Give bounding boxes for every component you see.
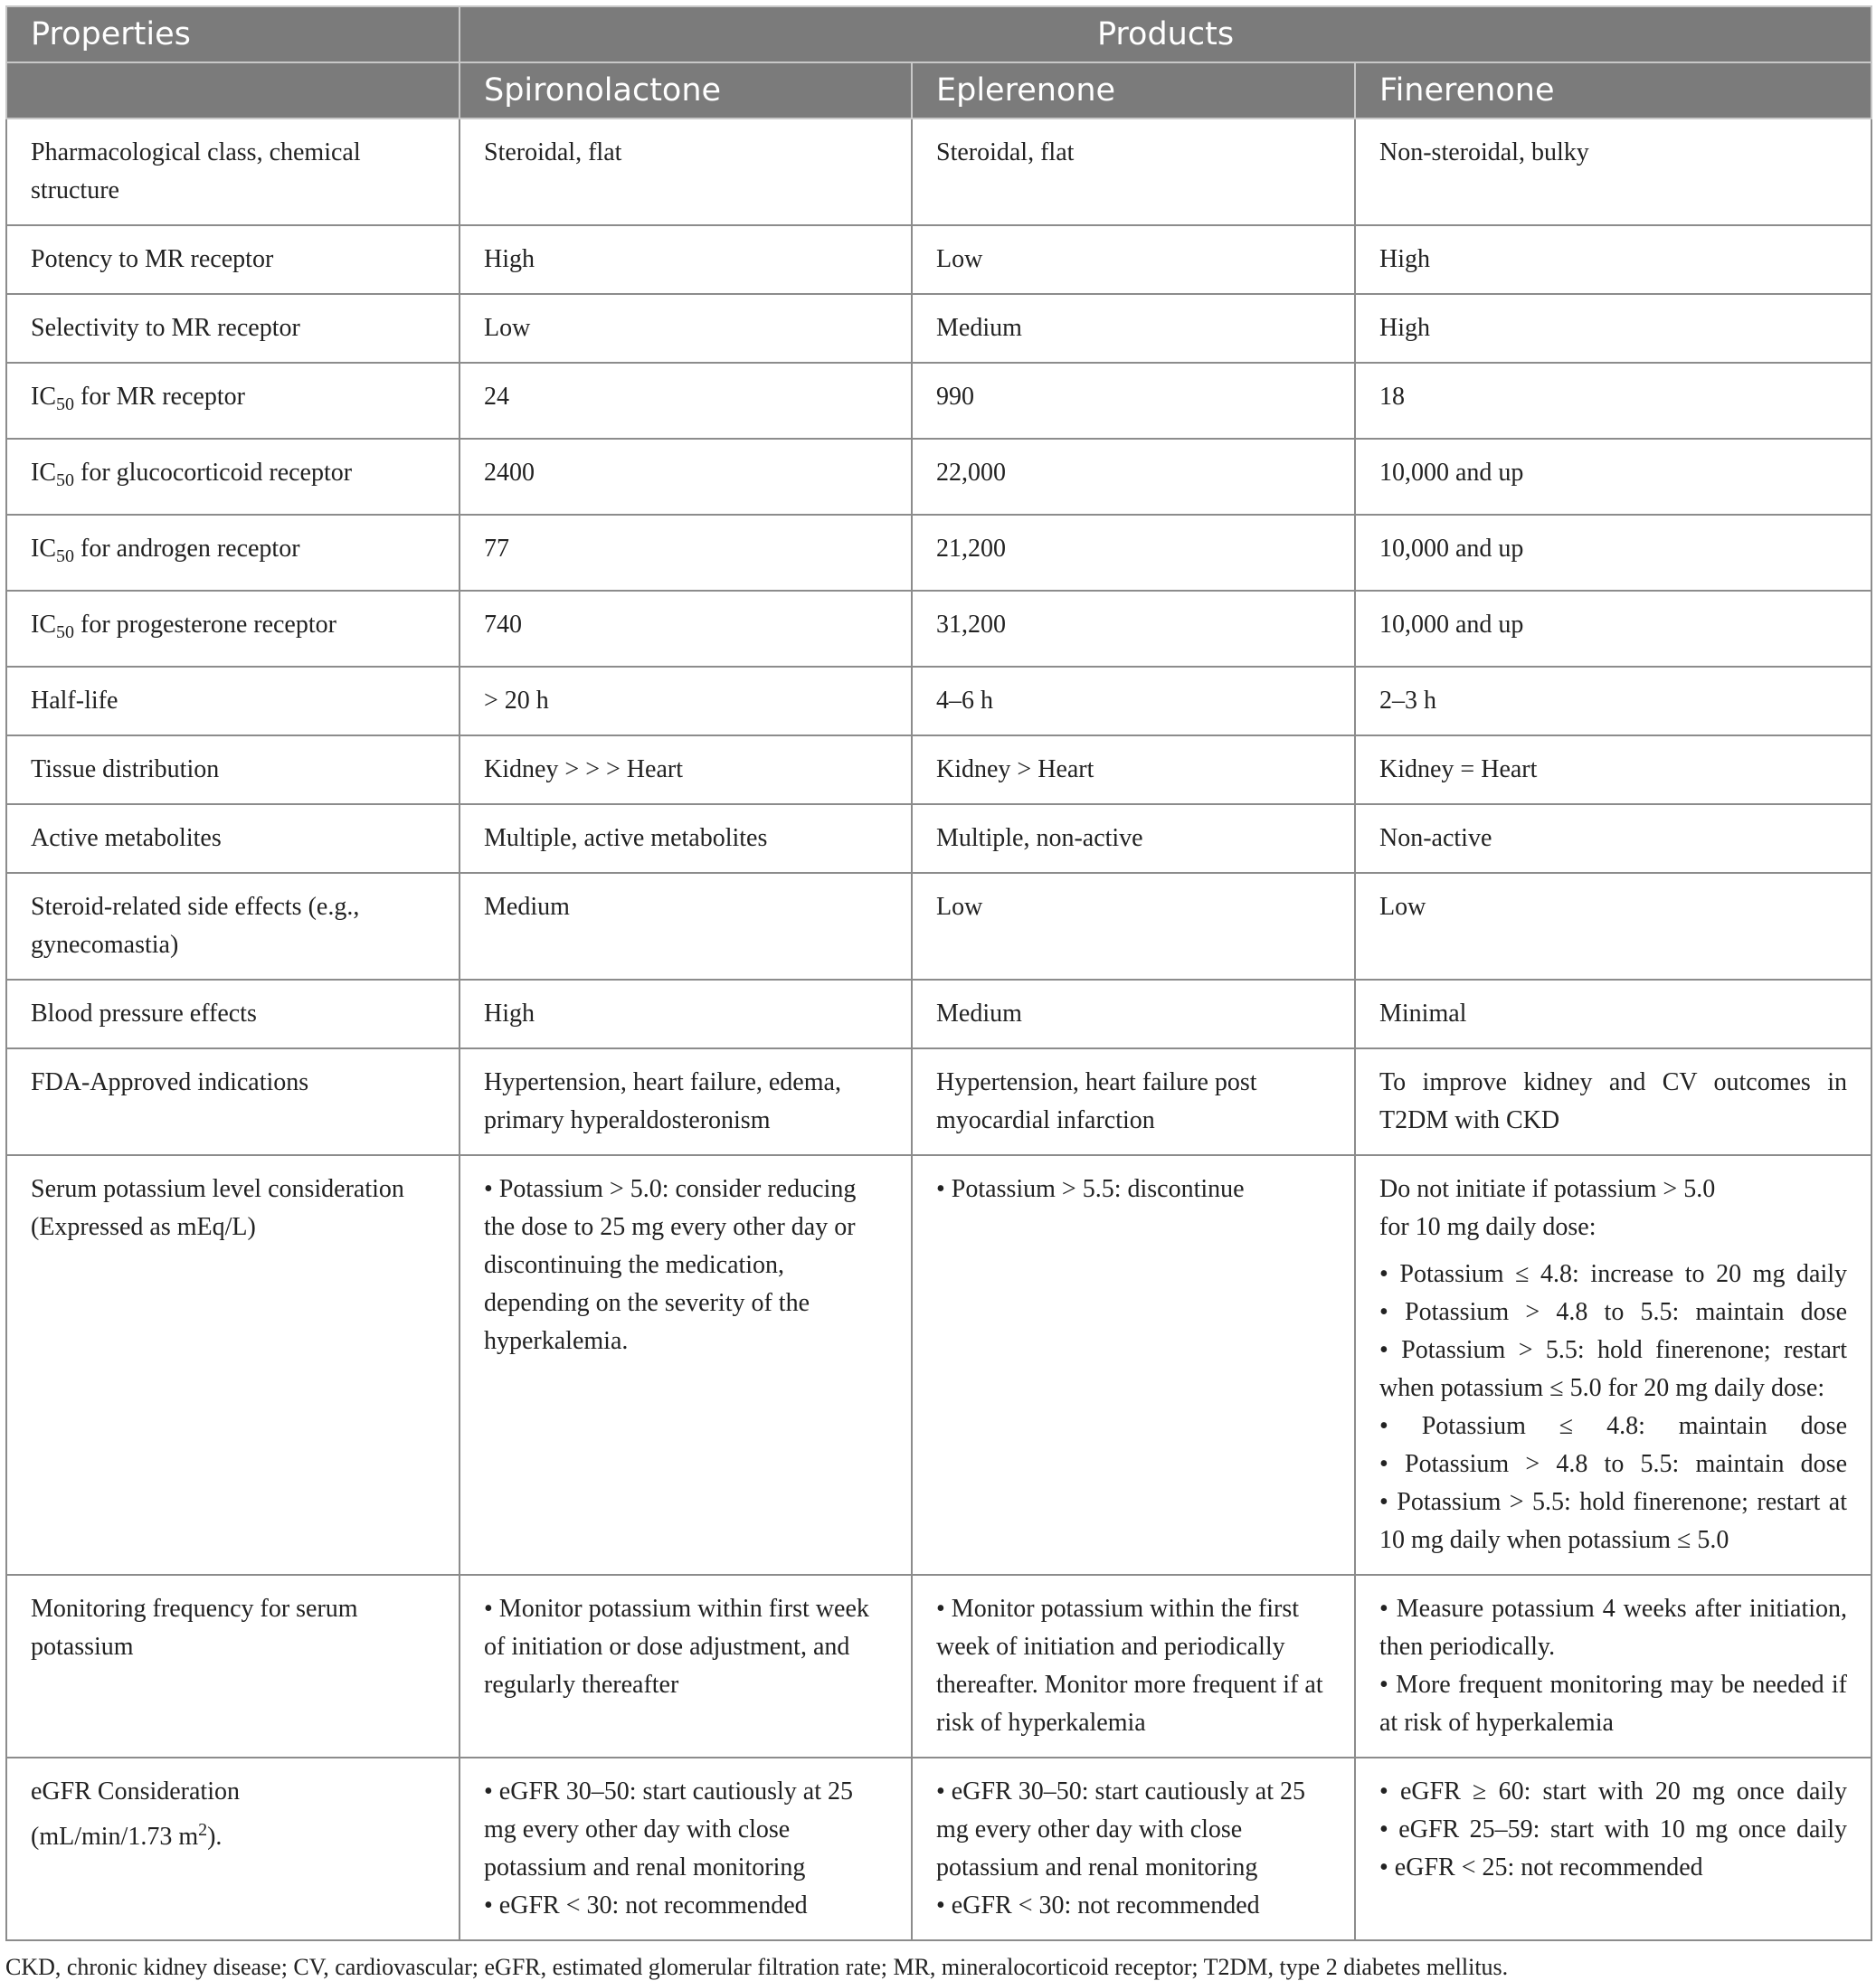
finerenone-cell: High xyxy=(1355,294,1871,363)
property-cell: Active metabolites xyxy=(6,804,460,873)
table-container xyxy=(5,5,1871,1981)
eplerenone-cell: Medium xyxy=(912,980,1355,1048)
header-row-1 xyxy=(6,6,1871,62)
header-eplerenone: Eplerenone xyxy=(912,62,1355,118)
header-products: Products xyxy=(460,6,1871,62)
header-finerenone: Finerenone xyxy=(1355,62,1871,118)
spironolactone-cell: • Potassium > 5.0: consider reducing the dose to 25 mg every other day or discontinuing the medication, depending on the severity of the hyperkalemia. xyxy=(460,1155,912,1575)
table-row xyxy=(6,804,1871,873)
header-spironolactone: Spironolactone xyxy=(460,62,912,118)
eplerenone-cell: Low xyxy=(912,225,1355,294)
eplerenone-cell: Steroidal, flat xyxy=(912,118,1355,225)
eplerenone-cell: 22,000 xyxy=(912,439,1355,515)
comparison-table xyxy=(5,5,1872,1941)
spironolactone-cell: 740 xyxy=(460,591,912,667)
eplerenone-cell: 4–6 h xyxy=(912,667,1355,735)
table-row xyxy=(6,980,1871,1048)
table-row xyxy=(6,225,1871,294)
header-empty xyxy=(6,62,460,118)
eplerenone-cell: Medium xyxy=(912,294,1355,363)
table-row xyxy=(6,439,1871,515)
table-row-monitoring xyxy=(6,1575,1871,1758)
spironolactone-cell: Multiple, active metabolites xyxy=(460,804,912,873)
eplerenone-cell: Low xyxy=(912,873,1355,980)
property-cell: Half-life xyxy=(6,667,460,735)
header-row-2 xyxy=(6,62,1871,118)
table-row xyxy=(6,591,1871,667)
spironolactone-cell: Medium xyxy=(460,873,912,980)
property-cell: $IC_{50}$ for MR receptor xyxy=(6,363,460,439)
property-cell: Monitoring frequency for serum potassium xyxy=(6,1575,460,1758)
property-cell: Selectivity to MR receptor xyxy=(6,294,460,363)
finerenone-cell: • Measure potassium 4 weeks after initiation, then periodically. • More frequent monitoring may be needed if at risk of hyperkalemia xyxy=(1355,1575,1871,1758)
property-cell: $IC_{50}$ for androgen receptor xyxy=(6,515,460,591)
eplerenone-cell: Kidney > Heart xyxy=(912,735,1355,804)
property-cell: $IC_{50}$ for progesterone receptor xyxy=(6,591,460,667)
eplerenone-cell: 21,200 xyxy=(912,515,1355,591)
spironolactone-cell: High xyxy=(460,225,912,294)
property-cell: Pharmacological class, chemical structure xyxy=(6,118,460,225)
spironolactone-cell: • eGFR 30–50: start cautiously at 25 mg every other day with close potassium and renal monitoring • eGFR < 30: not recommended xyxy=(460,1758,912,1940)
finerenone-cell: 10,000 and up xyxy=(1355,591,1871,667)
table-row xyxy=(6,363,1871,439)
eplerenone-cell: Multiple, non-active xyxy=(912,804,1355,873)
finerenone-cell: Kidney = Heart xyxy=(1355,735,1871,804)
property-cell: Serum potassium level consideration (Expressed as mEq/L) xyxy=(6,1155,460,1575)
table-row xyxy=(6,118,1871,225)
finerenone-cell: High xyxy=(1355,225,1871,294)
spironolactone-cell: Steroidal, flat xyxy=(460,118,912,225)
finerenone-cell: To improve kidney and CV outcomes in T2DM with CKD xyxy=(1355,1048,1871,1155)
property-cell: FDA-Approved indications xyxy=(6,1048,460,1155)
finerenone-cell: • eGFR ≥ 60: start with 20 mg once daily • eGFR 25–59: start with 10 mg once daily • eGFR < 25: not recommended xyxy=(1355,1758,1871,1940)
spironolactone-cell: > 20 h xyxy=(460,667,912,735)
eplerenone-cell: 990 xyxy=(912,363,1355,439)
finerenone-cell: 10,000 and up xyxy=(1355,439,1871,515)
property-cell: Tissue distribution xyxy=(6,735,460,804)
property-cell: Steroid-related side effects (e.g., gynecomastia) xyxy=(6,873,460,980)
table-row xyxy=(6,294,1871,363)
finerenone-cell: Minimal xyxy=(1355,980,1871,1048)
property-cell: eGFR Consideration (mL/min/1.73 $m^2$). xyxy=(6,1758,460,1940)
eplerenone-cell: • Potassium > 5.5: discontinue xyxy=(912,1155,1355,1575)
finerenone-cell: 2–3 h xyxy=(1355,667,1871,735)
property-cell: Blood pressure effects xyxy=(6,980,460,1048)
eplerenone-cell: 31,200 xyxy=(912,591,1355,667)
property-cell: $IC_{50}$ for glucocorticoid receptor xyxy=(6,439,460,515)
table-row xyxy=(6,735,1871,804)
finerenone-cell: Do not initiate if potassium > 5.0 for 10 mg daily dose: • Potassium ≤ 4.8: increase to 20 mg daily • Potassium > 4.8 to 5.5: maintain dose • Potassium > 5.5: hold finerenone; restart when potassium ≤ 5.0 for 20 mg daily dose: • Potassium ≤ 4.8: maintain dose • Potassium > 4.8 to 5.5: maintain dose • Potassium > 5.5: hold finerenone; restart at 10 mg daily when potassium ≤ 5.0 xyxy=(1355,1155,1871,1575)
eplerenone-cell: • Monitor potassium within the first week of initiation and periodically thereafter. Monitor more frequent if at risk of hyperkalemia xyxy=(912,1575,1355,1758)
spironolactone-cell: Kidney > > > Heart xyxy=(460,735,912,804)
spironolactone-cell: • Monitor potassium within first week of initiation or dose adjustment, and regularly thereafter xyxy=(460,1575,912,1758)
spironolactone-cell: 2400 xyxy=(460,439,912,515)
spironolactone-cell: 77 xyxy=(460,515,912,591)
finerenone-cell: Non-steroidal, bulky xyxy=(1355,118,1871,225)
table-row-egfr xyxy=(6,1758,1871,1940)
table-row-potassium xyxy=(6,1155,1871,1575)
finerenone-cell: Non-active xyxy=(1355,804,1871,873)
spironolactone-cell: 24 xyxy=(460,363,912,439)
eplerenone-cell: Hypertension, heart failure post myocardial infarction xyxy=(912,1048,1355,1155)
eplerenone-cell: • eGFR 30–50: start cautiously at 25 mg every other day with close potassium and renal monitoring • eGFR < 30: not recommended xyxy=(912,1758,1355,1940)
table-row xyxy=(6,1048,1871,1155)
header-properties: Properties xyxy=(6,6,460,62)
table-row xyxy=(6,667,1871,735)
finerenone-cell: Low xyxy=(1355,873,1871,980)
table-row xyxy=(6,873,1871,980)
property-cell: Potency to MR receptor xyxy=(6,225,460,294)
spironolactone-cell: Low xyxy=(460,294,912,363)
table-footnote: CKD, chronic kidney disease; CV, cardiovascular; eGFR, estimated glomerular filtration rate; MR, mineralocorticoid receptor; T2DM, type 2 diabetes mellitus. xyxy=(5,1954,1509,1980)
table-row xyxy=(6,515,1871,591)
finerenone-cell: 18 xyxy=(1355,363,1871,439)
finerenone-cell: 10,000 and up xyxy=(1355,515,1871,591)
spironolactone-cell: Hypertension, heart failure, edema, primary hyperaldosteronism xyxy=(460,1048,912,1155)
spironolactone-cell: High xyxy=(460,980,912,1048)
